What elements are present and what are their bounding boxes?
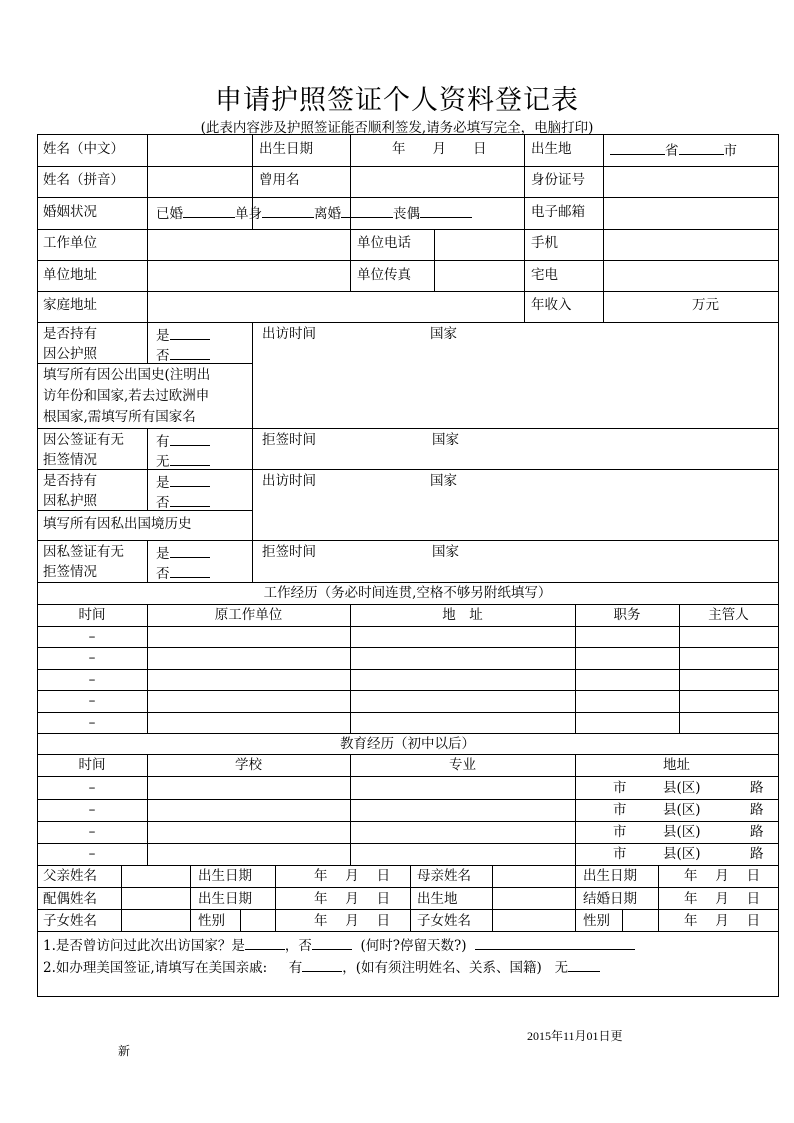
input-unit-address[interactable] [149,262,349,290]
edu-road: 路 [750,824,764,840]
option-single: 单身 [235,206,262,222]
label-child-gender: 性别 [198,913,225,929]
work-row-time[interactable]: – [88,672,96,688]
private-passport-yes[interactable] [156,473,210,491]
input-mobile[interactable] [605,231,777,259]
q2-have: 有 [288,960,303,976]
q2-text: 2.如办理美国签证,请填写在美国亲戚: [43,960,268,976]
label-spouse-birthplace: 出生地 [417,891,458,907]
edu-header-major: 专业 [449,757,476,773]
work-row-time[interactable]: – [88,629,96,645]
city-label: 市 [723,143,737,159]
edu-city: 市 [613,846,627,862]
unit-wan-yuan[interactable]: 万元 [692,297,719,313]
mother-birth-ymd[interactable]: 年 月 日 [684,868,761,884]
label-hold-private-passport-2: 因私护照 [43,493,97,509]
update-date-line-1: 2015年11月01日更 [527,1029,623,1043]
label-father-name: 父亲姓名 [43,868,97,884]
work-header-unit: 原工作单位 [214,607,283,623]
label-official-refusal-1: 因公签证有无 [43,432,124,448]
label-mobile: 手机 [531,235,558,251]
label-work-unit: 工作单位 [43,235,97,251]
label-annual-income: 年收入 [531,297,572,313]
education-heading: 教育经历（初中以后） [340,736,475,752]
label-hold-official-passport-1: 是否持有 [43,326,97,342]
label-private-refusal-country: 国家 [432,544,459,560]
edu-road: 路 [750,846,764,862]
work-row-time[interactable]: – [88,650,96,666]
province-label: 省 [665,143,679,159]
label-private-refusal-time: 拒签时间 [262,544,316,560]
edu-city: 市 [613,780,627,796]
child-2-birth-ymd[interactable]: 年 月 日 [684,913,761,929]
edu-header-time: 时间 [78,757,106,773]
label-official-refusal-2: 拒签情况 [43,452,97,468]
edu-county: 县(区) [663,846,701,862]
label-official-refusal-country: 国家 [432,432,459,448]
input-id-number[interactable] [605,168,777,196]
input-home-address[interactable] [149,293,523,321]
yes-label: 是 [156,328,170,344]
form-title: 申请护照签证个人资料登记表 [215,85,579,116]
label-official-visit-country: 国家 [430,326,457,342]
label-id-number: 身份证号 [531,172,585,188]
edu-road: 路 [750,802,764,818]
option-divorced: 离婚 [314,206,341,222]
private-passport-no[interactable] [156,493,210,511]
marital-options[interactable] [156,204,472,222]
no-label: 否 [156,566,170,582]
edu-county: 县(区) [663,780,701,796]
work-row-time[interactable]: – [88,693,96,709]
label-email: 电子邮箱 [531,204,585,220]
label-child-name: 子女姓名 [43,913,97,929]
work-header-address: 地 址 [442,607,483,623]
label-birth-date: 出生日期 [259,141,313,157]
official-history-line-1: 填写所有因公出国史(注明出 [43,367,211,383]
q2-none: 无 [554,960,569,976]
work-header-supervisor: 主管人 [708,607,749,623]
input-home-phone[interactable] [605,262,777,290]
work-row-time[interactable]: – [88,715,96,731]
label-hold-private-passport-1: 是否持有 [43,473,97,489]
edu-header-address: 地址 [663,757,690,773]
edu-city: 市 [613,824,627,840]
no-label: 否 [156,348,170,364]
private-refusal-no[interactable] [156,564,210,582]
work-header-time: 时间 [78,607,106,623]
q1-text: 1.是否曾访问过此次出访国家？是 [43,938,245,954]
label-official-refusal-time: 拒签时间 [262,432,316,448]
form-subtitle: (此表内容涉及护照签证能否顺利签发,请务必填写完全，电脑打印) [200,120,594,136]
label-father-birth-date: 出生日期 [198,868,252,884]
edu-road: 路 [750,780,764,796]
yes-label: 是 [156,546,170,562]
input-official-history[interactable] [254,345,777,427]
edu-row-time[interactable]: – [88,780,96,796]
label-child-name-2: 子女姓名 [417,913,471,929]
input-email[interactable] [605,199,777,228]
official-history-line-2: 访年份和国家,若去过欧洲申 [43,388,210,404]
edu-header-school: 学校 [235,757,262,773]
edu-row-time[interactable]: – [88,802,96,818]
edu-row-time[interactable]: – [88,824,96,840]
private-history-label: 填写所有因私出国境历史 [43,516,192,532]
edu-county: 县(区) [663,802,701,818]
label-private-refusal-2: 拒签情况 [43,564,97,580]
edu-row-time[interactable]: – [88,846,96,862]
label-home-address: 家庭地址 [43,297,97,313]
label-name-pinyin: 姓名（拼音） [43,172,124,188]
label-marital: 婚姻状况 [43,204,97,220]
label-spouse-birth-date: 出生日期 [198,891,252,907]
q1-no: ，否 [284,938,312,954]
question-2[interactable] [43,958,600,976]
input-unit-phone[interactable] [436,231,523,259]
no-label: 否 [156,495,170,511]
none-label: 无 [156,454,170,470]
birthplace-field[interactable] [610,141,737,159]
official-passport-yes[interactable] [156,326,210,344]
input-former-name[interactable] [352,168,523,196]
work-header-position: 职务 [613,607,641,623]
label-name-cn: 姓名（中文） [43,141,124,157]
official-refusal-none[interactable] [156,452,210,470]
label-private-visit-time: 出访时间 [262,473,316,489]
private-refusal-yes[interactable] [156,544,210,562]
label-mother-birth-date: 出生日期 [583,868,637,884]
question-1[interactable] [43,936,635,954]
input-work-unit[interactable] [149,231,349,259]
label-birthplace: 出生地 [531,141,572,157]
input-name-cn[interactable] [149,136,251,165]
label-private-visit-country: 国家 [430,473,457,489]
option-married: 已婚 [156,206,183,222]
update-date-line-2: 新 [118,1044,131,1058]
official-passport-no[interactable] [156,346,210,364]
label-mother-name: 母亲姓名 [417,868,471,884]
label-former-name: 曾用名 [259,172,300,188]
marriage-ymd[interactable]: 年 月 日 [684,891,761,907]
label-hold-official-passport-2: 因公护照 [43,346,97,362]
official-refusal-have[interactable] [156,432,210,450]
q2-note: ，(如有须注明姓名、关系、国籍) [342,960,542,976]
edu-county: 县(区) [663,824,701,840]
birth-date-ymd[interactable]: 年 月 日 [392,141,487,157]
input-private-history[interactable] [254,492,777,539]
label-unit-phone: 单位电话 [357,235,411,251]
father-birth-ymd[interactable]: 年 月 日 [314,868,391,884]
label-spouse-name: 配偶姓名 [43,891,97,907]
label-private-refusal-1: 因私签证有无 [43,544,124,560]
label-child-gender-2: 性别 [583,913,610,929]
official-history-line-3: 根国家,需填写所有国家名 [43,409,196,425]
spouse-birth-ymd[interactable]: 年 月 日 [314,891,391,907]
have-label: 有 [156,434,170,450]
edu-city: 市 [613,802,627,818]
input-unit-fax[interactable] [436,262,523,290]
q1-when: (何时?停留天数?) [360,938,467,954]
option-widowed: 丧偶 [393,206,420,222]
input-name-pinyin[interactable] [149,168,251,196]
label-marriage-date: 结婚日期 [583,891,637,907]
yes-label: 是 [156,475,170,491]
work-heading: 工作经历（务必时间连贯,空格不够另附纸填写） [263,585,552,601]
child-birth-ymd[interactable]: 年 月 日 [314,913,391,929]
label-home-phone: 宅电 [531,267,558,283]
label-official-visit-time: 出访时间 [262,326,316,342]
label-unit-fax: 单位传真 [357,267,411,283]
label-unit-address: 单位地址 [43,267,97,283]
